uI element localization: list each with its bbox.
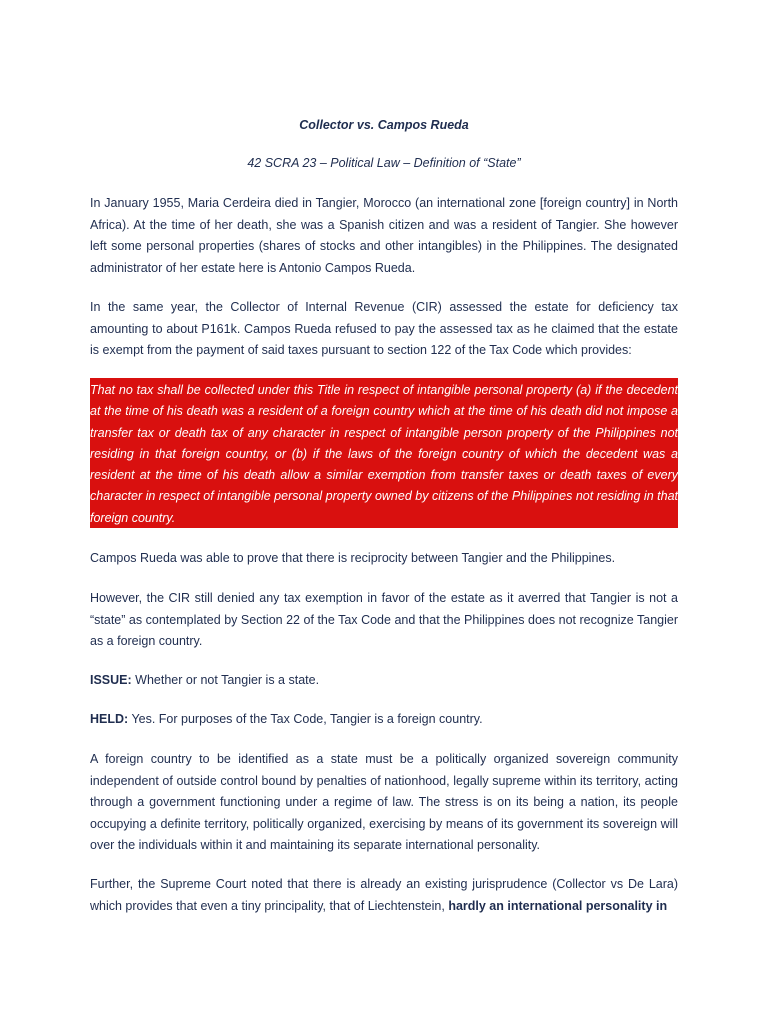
held-line <box>90 709 678 731</box>
paragraph-background: In January 1955, Maria Cerdeira died in Tangier, Morocco (an international zone [foreign country] in North Africa). At the time of her death, she was a Spanish citizen and was a resident of Tangier. She however left some personal properties (shares of stocks and other intangibles) in the Philippines. The designated administrator of her estate here is Antonio Campos Rueda. <box>90 196 678 275</box>
held-label: HELD: <box>90 712 129 726</box>
highlighted-quote: That no tax shall be collected under this Title in respect of intangible personal property (a) if the decedent at the time of his death was a resident of a foreign country which at the time of his death did not impose a transfer tax or death tax of any character in respect of intangible person property of the Philippines not residing in that foreign country, or (b) if the laws of the foreign country of which the decedent was a resident at the time of his death allow a similar exemption from transfer taxes or death taxes of every character in respect of intangible personal property owned by citizens of the Philippines not residing in that foreign country. <box>90 378 678 528</box>
held-text: Yes. For purposes of the Tax Code, Tangier is a foreign country. <box>128 712 483 726</box>
issue-line <box>90 670 678 692</box>
paragraph-assessment: In the same year, the Collector of Internal Revenue (CIR) assessed the estate for deficiency tax amounting to about P161k. Campos Rueda refused to pay the assessed tax as he claimed that the estate is exempt from the payment of said taxes pursuant to section 122 of the Tax Code which provides: <box>90 300 678 357</box>
paragraph-reciprocity: Campos Rueda was able to prove that there is reciprocity between Tangier and the Philippines. <box>90 551 616 565</box>
document-title: Collector vs. Campos Rueda <box>299 118 469 132</box>
paragraph-denial: However, the CIR still denied any tax exemption in favor of the estate as it averred that Tangier is not a “state” as contemplated by Section 22 of the Tax Code and that the Philippines does not recognize Tangier as a foreign country. <box>90 591 678 648</box>
issue-label: ISSUE: <box>90 673 132 687</box>
paragraph-jurisprudence <box>90 874 678 917</box>
issue-text: Whether or not Tangier is a state. <box>131 673 320 687</box>
jurisprudence-text: Further, the Supreme Court noted that there is already an existing jurisprudence (Collector vs De Lara) which provides that even a tiny principality, that of Liechtenstein, <box>90 877 678 913</box>
document-subtitle: 42 SCRA 23 – Political Law – Definition of “State” <box>247 156 521 170</box>
jurisprudence-bold-text: hardly an international personality in <box>448 898 668 913</box>
paragraph-state-definition: A foreign country to be identified as a state must be a politically organized sovereign community independent of outside control bound by penalties of nationhood, legally supreme within its territory, acting through a government functioning under a regime of law. The stress is on its being a nation, its people occupying a definite territory, politically organized, exercising by means of its government its sovereign will over the individuals within it and maintaining its separate international personality. <box>90 752 678 852</box>
